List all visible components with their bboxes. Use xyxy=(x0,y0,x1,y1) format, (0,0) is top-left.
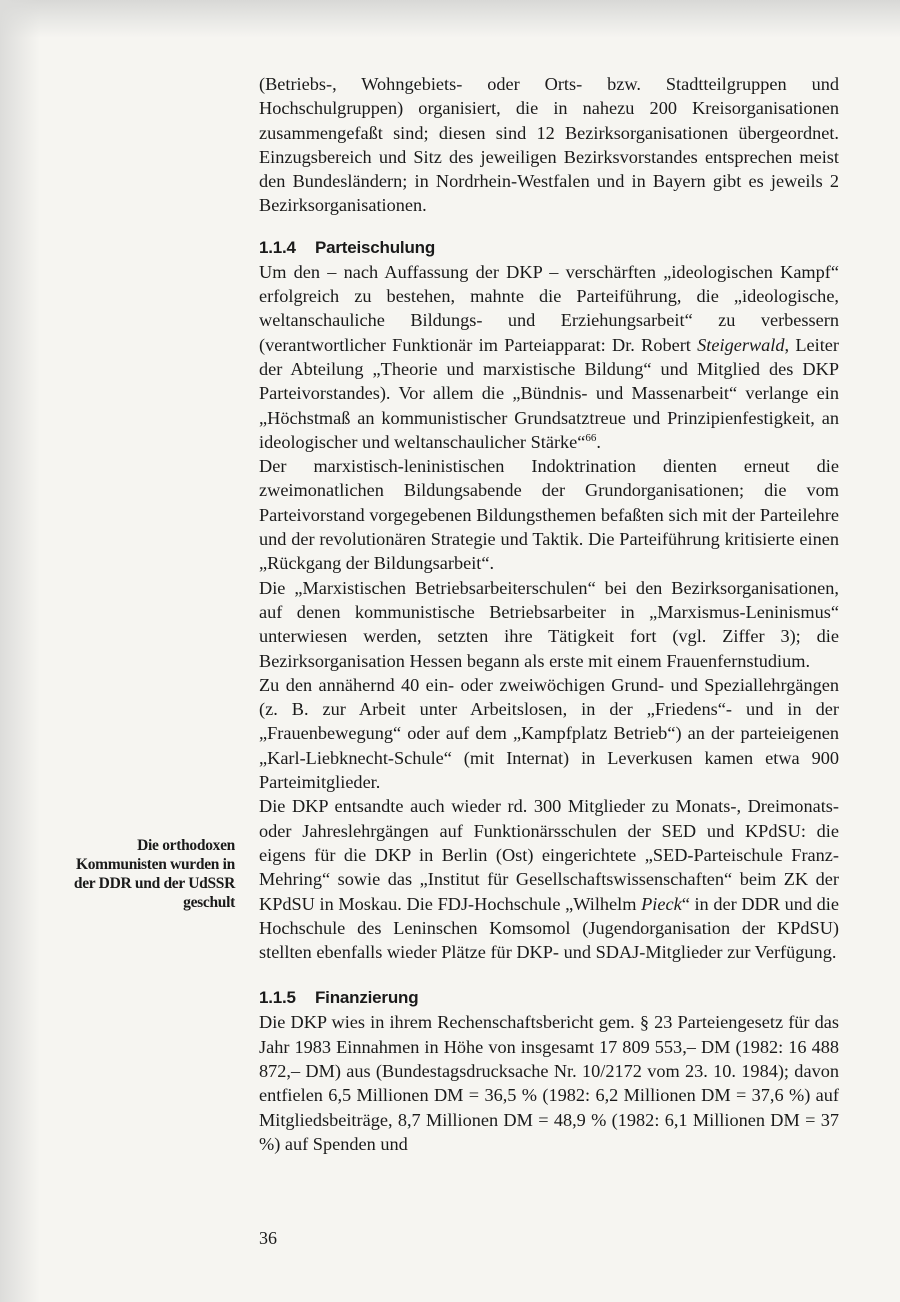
footnote-marker: 66 xyxy=(585,431,597,444)
section-number: 1.1.4 xyxy=(259,237,296,257)
paragraph-funktionaersschulen xyxy=(259,794,839,964)
intro-paragraph: (Betriebs-, Wohngebiets- oder Orts- bzw. Stadtteilgruppen und Hochschulgruppen) organisiert, die in nahezu 200 Kreisorganisationen zusammengefaßt sind; diesen sind 12 Bezirksorganisationen übergeordnet. Einzugsbereich und Sitz des jeweiligen Bezirksvorstandes entsprechen meist den Bundesländern; in Nordrhein-Westfalen und in Bayern gibt es jeweils 2 Bezirksorganisationen. xyxy=(259,74,839,216)
scan-shadow-top xyxy=(0,0,900,38)
paragraph-betriebsarbeiterschulen: Die „Marxistischen Betriebsarbeiterschulen“ bei den Bezirksorganisationen, auf denen kommunistische Betriebsarbeiter in „Marxismus-Leninismus“ unterwiesen werden, setzten ihre Tätigkeit fort (vgl. Ziffer 3); die Bezirksorganisation Hessen begann als erste mit einem Frauenfernstudium. xyxy=(259,577,839,671)
section-heading-finanzierung xyxy=(259,986,839,1010)
paragraph-text: . xyxy=(596,431,601,452)
paragraph-text: Um den – nach Auffassung der DKP – verschärften „ideologischen Kampf“ erfolgreich zu bestehen, mahnte die Parteiführung, die „ideologische, weltanschauliche Bildungs- und Erziehungsarbeit“ zu verbessern (verantwortlicher Funktionär im Parteiapparat: Dr. Robert xyxy=(259,261,839,355)
person-name-italic: Steigerwald xyxy=(697,334,785,355)
section-heading-parteischulung xyxy=(259,236,839,260)
person-name-italic: Pieck xyxy=(641,893,682,914)
paragraph-finanzierung: Die DKP wies in ihrem Rechenschaftsbericht gem. § 23 Parteiengesetz für das Jahr 1983 Einnahmen in Höhe von insgesamt 17 809 553,– DM (1982: 16 488 872,– DM) aus (Bundestagsdrucksache Nr. 10/2172 vom 23. 10. 1984); davon entfielen 6,5 Millionen DM = 36,5 % (1982: 6,2 Millionen DM = 37,6 %) auf Mitgliedsbeiträge, 8,7 Millionen DM = 48,9 % (1982: 6,1 Millionen DM = 37 %) auf Spenden und xyxy=(259,1012,839,1154)
paragraph-text: “ in der DDR und die Hochschule des Leninschen Komsomol (Jugendorganisation der KPdSU) stellten ebenfalls wieder Plätze für DKP- und SDAJ-Mitglieder zur Verfügung. xyxy=(259,893,839,963)
section-title: Parteischulung xyxy=(315,237,436,257)
section-title: Finanzierung xyxy=(315,988,419,1008)
paragraph-text: Die DKP entsandte auch wieder rd. 300 Mitglieder zu Monats-, Dreimonats- oder Jahreslehrgängen auf Funktionärsschulen der SED und KPdSU: die eigens für die DKP in Berlin (Ost) eingerichtete „SED-Parteischule Franz-Mehring“ sowie das „Institut für Gesellschaftswissenschaften“ beim ZK der KPdSU in Moskau. Die FDJ-Hochschule „Wilhelm xyxy=(259,796,839,914)
paragraph-text: , Leiter der Abteilung „Theorie und marxistische Bildung“ und Mitglied des DKP Parteivorstandes). Vor allem die „Bündnis- und Massenarbeit“ verlange ein „Höchstmaß an kommunistischer Grundsatztreue und Prinzipienfestigkeit, an ideologischer und weltanschaulicher Stärke“ xyxy=(259,334,839,452)
section-number: 1.1.5 xyxy=(259,988,296,1008)
paragraph-lehrgaenge: Zu den annähernd 40 ein- oder zweiwöchigen Grund- und Speziallehrgängen (z. B. zur Arbeit unter Arbeitslosen, in der „Friedens“- und in der „Frauenbewegung“ oder auf dem „Kampfplatz Betrieb“) an der parteieigenen „Karl-Liebknecht-Schule“ (mit Internat) in Leverkusen kamen etwa 900 Parteimitglieder. xyxy=(259,674,839,793)
margin-note: Die orthodoxen Kommunisten wurden in der DDR und der UdSSR geschult xyxy=(73,837,235,911)
scan-shadow-left xyxy=(0,0,40,1302)
main-text-column xyxy=(259,72,839,1156)
paragraph-parteifuehrung xyxy=(259,260,839,454)
page-number: 36 xyxy=(259,1228,277,1248)
paragraph-bildungsabende: Der marxistisch-leninistischen Indoktrination dienten erneut die zweimonatlichen Bildungsabende der Grundorganisationen; die vom Parteivorstand vorgegebenen Bildungsthemen befaßten sich mit der Parteilehre und der revolutionären Strategie und Taktik. Die Parteiführung kritisierte einen „Rückgang der Bildungsarbeit“. xyxy=(259,456,839,574)
